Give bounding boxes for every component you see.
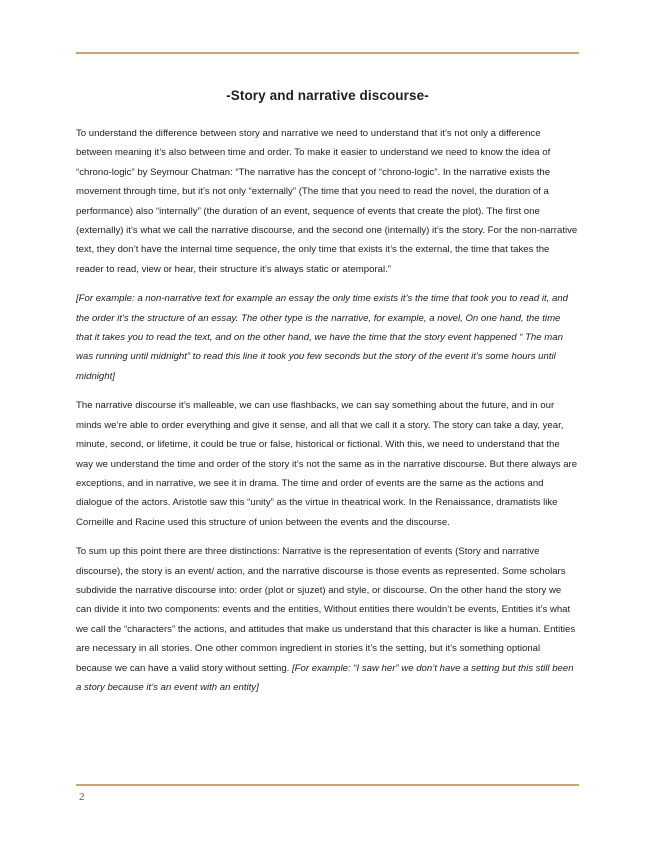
paragraph-4-text: To sum up this point there are three distinctions: Narrative is the representation of events (Story and narrative discourse), the story is an event/ action, and the narrative discourse is those events as represented. Some scholars subdivide the narrative discourse into: order (plot or sjuzet) and style, or discourse. On the other hand the story we can divide it into two components: events and the entities, Without entities there wouldn’t be events, Entities it’s what we call the “characters” the actions, and attitudes that make us understand that this character is like a human. Entities are necessary in all stories. One other common ingredient in stories it’s the setting, but it’s something optional because we can have a valid story without setting. — [76, 546, 576, 674]
paragraph-4-italic: [For example: “I saw her” we don’t have a setting but this still been a story because it’s an event with an entity] — [76, 662, 574, 693]
header-rule — [76, 52, 579, 54]
paragraph-2-example — [76, 289, 579, 386]
paragraph-1 — [76, 124, 579, 279]
document-title: -Story and narrative discourse- — [226, 88, 429, 103]
page-number: 2 — [79, 791, 85, 803]
footer-rule — [76, 784, 579, 786]
document-body — [76, 124, 579, 707]
paragraph-3 — [76, 396, 579, 532]
paragraph-3-text: The narrative discourse it’s malleable, we can use flashbacks, we can say something about the future, and in our minds we’re able to order everything and give it sense, and all that we call it a story. The story can take a day, year, minute, second, or lifetime, it could be true or false, historical or fictional. With this, we need to understand that the way we understand the time and order of the story it’s not the same as in the narrative discourse. But there always are exceptions, and in narrative, we see it in drama. The time and order of events are the same as the actions and dialogue of the actors. Aristotle saw this “unity” as the virtue in theatrical work. In the Renaissance, dramatists like Corneille and Racine used this structure of union between the events and the discourse. — [76, 400, 578, 528]
paragraph-1-text: To understand the difference between story and narrative we need to understand that it’s not only a difference between meaning it’s also between time and order. To make it easier to understand we need to know the idea of “chrono-logic” by Seymour Chatman: “The narrative has the concept of “chrono-logic”. In the narrative exists the movement through time, but it’s not only “externally” (The time that you need to read the novel, the duration of a performance) also “internally” (the duration of an event, sequence of events that create the plot). The first one (externally) it’s what we call the narrative discourse, and the second one (internally) it’s the story. For the non-narrative text, they don’t have the internal time sequence, the only time that exists it’s the external, the time that takes the reader to read, view or hear, their structure it’s always static or atemporal.” — [76, 128, 578, 275]
paragraph-4 — [76, 542, 579, 697]
paragraph-2-italic: [For example: a non-narrative text for example an essay the only time exists it’s the time that took you to read it, and the order it’s the structure of an essay. The other type is the narrative, for example, a novel, On one hand, the time that it takes you to read the text, and on the other hand, we have the time that the story event happened “ The man was running until midnight” to read this line it took you few seconds but the story of the event it’s some hours until midnight] — [76, 293, 569, 382]
